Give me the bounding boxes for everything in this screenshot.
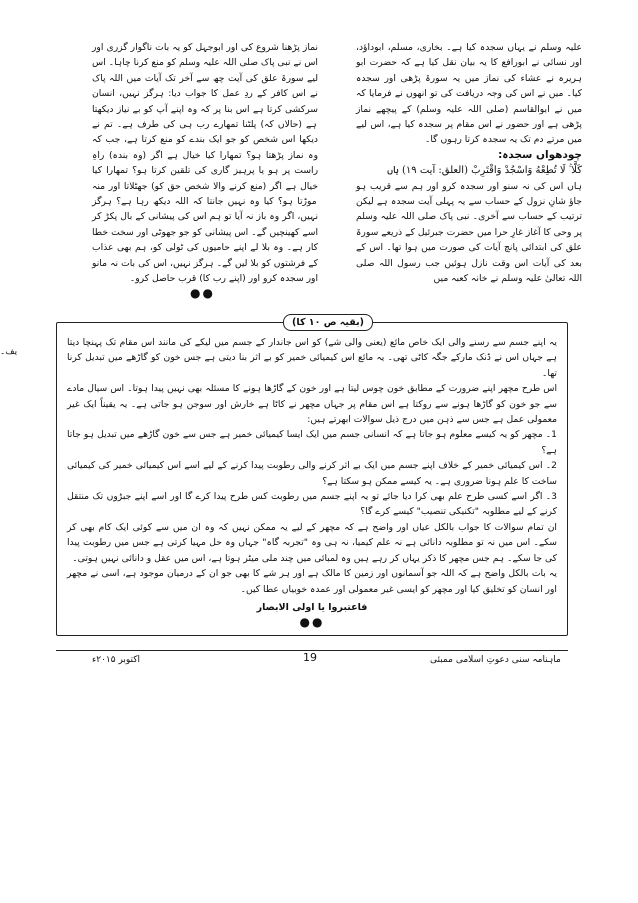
right-column <box>356 40 582 287</box>
text-line: حامیوں کی ٹولی کو، ہم بھی عذاب کے فرشتوں کو بلا لیں گے۔ ہرگز نہیں، <box>92 242 319 269</box>
left-column <box>92 40 318 287</box>
text-line: فرمایا کہ میں نے ابوالقاسم (صلی اللہ علیہ وسلم) کے پیچھے نماز پڑھی ہے <box>356 88 582 131</box>
text-line: کے حساب سے آخری۔ نبی پاک صلی اللہ علیہ وسلم پر وحی کا آغاز غارِ حرا <box>356 211 583 238</box>
text-line: لیے مطلوبہ "تکنیکی تنصیب" کیسے کرے گا؟ <box>360 506 525 518</box>
footer-date: اکتوبر ۲۰۱۵ء <box>92 655 141 665</box>
text-line: نماز پڑھنا شروع کی اور ابوجہل کو یہ بات ناگوار گزری اور اس نے نبی <box>92 42 318 69</box>
text-line: مطلوبہ دانائی ہے نہ علم کیمیا، نہ ہی وہ "تجربہ گاہ" جہاں وہ حل مہیا کرتی ہے جس میں رطوبت پیدا کی جا سکے۔ ہم جس مچھر کا ذکر یہاں کر رہے <box>67 537 557 564</box>
box-paragraph <box>67 381 557 427</box>
text-line: انسان کو تخلیق کیا اور مچھر کو ایسی غیر معمولی اور عمدہ خوبیاں عطا کیں۔ <box>240 583 543 595</box>
text-line: اس طرح مچھر اپنے ضرورت کے مطابق خون چوس لیتا ہے اور خون کے گاڑھا ہونے کا مسئلہ بھی نہیں پیدا ہوتا۔ اس سیال مادے سے جو <box>67 383 557 410</box>
text-line: نے ڈنک مارکے جگہ کاٹی تھی۔ یہ مائع اس کیمیائی خمیر کو بے اثر بنا دیتی ہے جس خون کو گاڑھے میں تبدیل کرنا تھا۔ <box>67 352 557 379</box>
text-line: شانِ نزول کے حساب سے یہ پہلی آیت سجدہ ہے لیکن ترتیب <box>356 196 582 223</box>
text-line: نہیں، اگر وہ باز نہ آیا تو ہم اس کی پیشانی کے بال پکڑ کر اسے کھینچیں <box>92 211 319 238</box>
text-line: کی تلقین کرتا ہو؟ تمھارا کیا خیال ہے اگر (منع کرنے والا شخص حق <box>92 165 318 192</box>
right-para-1 <box>356 40 582 148</box>
question-3 <box>67 489 557 520</box>
text-line: کو) جھٹلاتا اور منہ موڑتا ہو؟ کیا وہ نہیں جانتا کہ اللہ دیکھ رہا ہے؟ ہرگز <box>92 180 317 208</box>
text-line: اور حضور نے اس مقام پر سجدہ کیا ہے، اس لیے میں مرتے دم تک یہ <box>356 119 582 146</box>
text-line: سے آخر تک آیات میں اللہ پاک نے اس کافر کے ردِ عمل کا جواب دیا: <box>92 72 318 100</box>
question-1: 1۔ مچھر کو یہ کیسے معلوم ہو جاتا ہے کہ انسانی جسم میں ایک ایسا کیمیائی خمیر ہے جس سے خون گاڑھے میں تبدیل ہو جاتا ہے؟ <box>67 429 557 456</box>
text-line: کا علم ہونا ضروری ہے۔ یہ کیسے ممکن ہو سکتا ہے؟ <box>322 475 529 487</box>
text-line: ہو؟ تمھارا کیا خیال ہے اگر (وہ بندہ) راہِ راست پر ہو یا پرہیز گاری <box>92 149 319 177</box>
arabic-closing: فاعتبروا یا اولی الابصار <box>256 602 368 613</box>
left-para <box>92 40 318 287</box>
text-line: دیکھتا ہے (حالاں کہ) پلٹنا تمھارے رب ہی کی طرف ہے۔ تم نے <box>92 103 317 131</box>
text-line: میں درج ذیل سوالات ابھرتے ہیں: <box>307 414 435 426</box>
box-end-dots: ●● <box>299 615 325 629</box>
right-para-2 <box>356 179 582 287</box>
text-line: دیکھا اس شخص کو جو ایک بندے کو منع کرتا ہے، جب کہ وہ نماز پڑھتا <box>92 134 319 161</box>
box-body <box>67 335 557 597</box>
box-paragraph <box>67 335 557 381</box>
text-line: یہ اپنے جسم سے رسنے والی ایک خاص مائع (یعنی والی شے) کو اس جاندار کے جسم میں لیکے کی مانند اس مقام تک پہنچا دیتا ہے جہاں اس <box>67 337 557 364</box>
text-line: سجدہ کرتا رہوں گا۔ <box>425 134 507 146</box>
text-line: یہ بات بالکل واضح ہے کہ اللہ جو آسمانوں اور زمین کا مالک ہے اور ہر شے کا بھی جو ان کے درمیان موجود ہے، اسی نے مچھر اور <box>67 568 557 595</box>
text-line: ہاں اس کی نہ سنو اور سجدہ کرو اور ہم سے قریب ہو جاؤ <box>356 180 582 208</box>
box-title: (بقیہ ص ۱۰ کا) <box>283 314 373 331</box>
text-line: ہیں وہ لمبائی میں چند ملی میٹر ہوتا ہے، اس میں عقل و دانائی نہیں ہوتی۔ <box>72 552 369 564</box>
section-heading: چودھواں سجدہ: <box>498 148 582 161</box>
text-line: 2۔ اس کیمیائی خمیر کے خلاف اپنے جسم میں ایک بے اثر کرنے والی رطوبت پیدا کرنے کے لیے اسے اس کیمیائی خمیر کی کیمیائی ساخت <box>67 460 557 487</box>
text-line: ہرگز نہیں، انسان سرکشی کرتا ہے اس بنا پر کہ وہ اپنے آپ کو بے نیاز <box>92 88 318 115</box>
text-line: خون کو گاڑھا ہونے سے روکتا ہے اس مقام پر جہاں مچھر نے کاٹا ہے خارش اور سوجن ہو جاتی ہے۔ یہ یقیناً ایک غیر معمولی عمل ہے جس سے ذہن <box>67 398 557 426</box>
text-line: میں حضرت جبرئیل کے ذریعے سورۃ علق کی ابتدائی پانچ آیات کی <box>356 226 582 254</box>
question-2 <box>67 458 557 489</box>
magazine-name: ماہنامہ سنی دعوتِ اسلامی ممبئی <box>430 655 561 665</box>
text-line: گے۔ اس پیشانی کو جو جھوٹی اور سخت خطا کار ہے۔ وہ بلا لے اپنے <box>92 226 318 254</box>
text-line: ابورافع کا یہ بیان نقل کیا ہے کہ حضرت ابو ہریرہ نے عشاء کی نماز میں یہ <box>356 57 582 84</box>
edge-text-fragment: یف۔ <box>0 347 18 357</box>
text-line: علیہ وسلم نے یہاں سجدہ کیا ہے۔ بخاری، مسلم، ابوداؤد، اور نسائی نے <box>356 42 582 69</box>
text-line: صورت میں ہوا تھا۔ اس کے بعد کی آیات اس وقت نازل ہوئیں <box>356 242 582 269</box>
text-line: 3۔ اگر اسے کسی طرح علم بھی کرا دیا جائے تو یہ اپنے جسم میں رطوبت کس طرح پیدا کرے گا اور اسے اپنے جبڑوں تک منتقل کرنے کے <box>67 491 557 518</box>
text-line: پاک صلی اللہ علیہ وسلم کو منع کرنا چاہا۔ اس لیے سورۃ علق کی آیت چھ <box>92 57 318 84</box>
section-end-dots: ●● <box>190 286 215 300</box>
text-line: اس کی بات نہ مانو اور سجدہ کرو اور (اپنے رب کا) قرب حاصل کرو۔ <box>92 257 318 285</box>
page-number: 19 <box>303 651 317 664</box>
continuation-box <box>56 317 568 636</box>
text-line: ان تمام سوالات کا جواب بالکل عیاں اور واضح ہے کہ مچھر کے لیے یہ ممکن نہیں کہ وہ ان میں سے کوئی ایک کام بھی کر سکے۔ اس میں نہ تو <box>67 521 557 549</box>
box-paragraph <box>67 566 557 597</box>
box-paragraph <box>67 520 557 566</box>
text-line: جب رسول اللہ صلی اللہ تعالیٰ علیہ وسلم نے خانہ کعبہ میں <box>356 257 582 285</box>
text-line: سورۃ پڑھی اور سجدہ کیا۔ میں نے اس کی وجہ دریافت کی تو انھوں نے <box>356 72 583 100</box>
quran-ayah: كَلَّا ۚ لَا تُطِعْهُ وَاسْجُدْ وَاقْتَرِبْ (العلق: آیت ۱۹) ہاں <box>387 165 582 177</box>
